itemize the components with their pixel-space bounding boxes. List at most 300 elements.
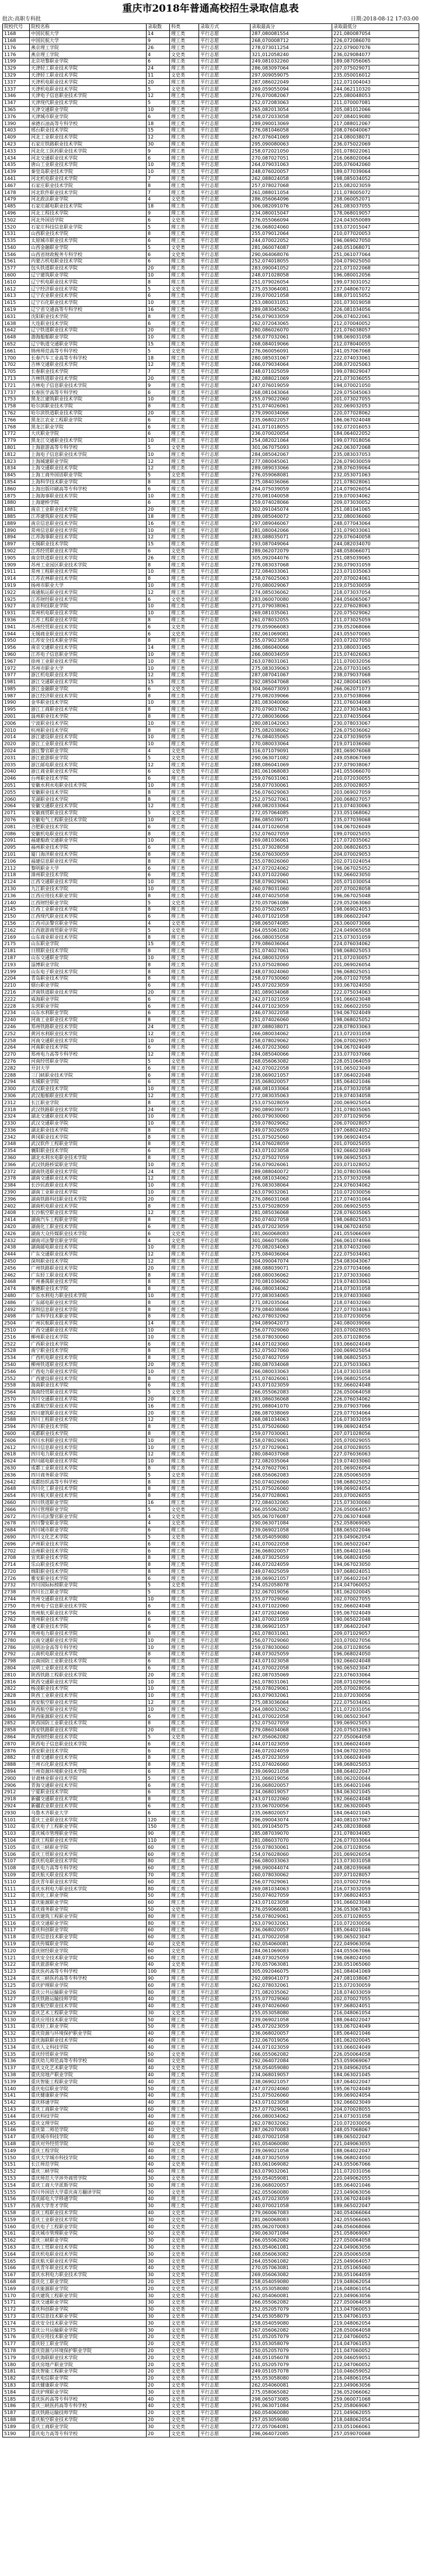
cell-max: 264,055061082 xyxy=(250,2258,332,2265)
cell-count: 40 xyxy=(147,2196,170,2203)
table-row xyxy=(3,217,419,224)
cell-count: 5 xyxy=(147,1058,170,1065)
cell-mode: 平行志愿 xyxy=(199,2285,250,2293)
cell-min: 243,055067066 xyxy=(332,2162,419,2169)
cell-mode: 平行志愿 xyxy=(199,2051,250,2058)
cell-code: 2432 xyxy=(3,1237,30,1244)
cell-count: 10 xyxy=(147,1327,170,1334)
cell-max: 240,070021058 xyxy=(250,2134,332,2141)
cell-mode: 平行志愿 xyxy=(199,513,250,520)
cell-count: 6 xyxy=(147,1230,170,1237)
cell-code: 1911 xyxy=(3,568,30,575)
cell-count: 6 xyxy=(147,155,170,162)
table-row xyxy=(3,1748,419,1755)
cell-category: 理工类 xyxy=(170,637,199,644)
cell-count: 10 xyxy=(147,106,170,113)
cell-category: 理工类 xyxy=(170,1934,199,1941)
cell-max: 247,072024062 xyxy=(250,865,332,872)
cell-mode: 平行志愿 xyxy=(199,520,250,527)
cell-mode: 平行志愿 xyxy=(199,927,250,934)
table-row xyxy=(3,1003,419,1010)
cell-count: 8 xyxy=(147,1479,170,1486)
cell-mode: 平行志愿 xyxy=(199,2189,250,2196)
cell-count: 6 xyxy=(147,1623,170,1630)
cell-min: 193,067024049 xyxy=(332,2196,419,2203)
cell-name: 武汉铁路桥梁职业学院 xyxy=(30,1161,147,1168)
cell-category: 文史类 xyxy=(170,2416,199,2423)
cell-mode: 平行志愿 xyxy=(199,37,250,44)
cell-code: 2294 xyxy=(3,1078,30,1085)
table-row xyxy=(3,1313,419,1320)
cell-name: 合肥职业技术学院 xyxy=(30,824,147,831)
table-row xyxy=(3,320,419,327)
cell-category: 理工类 xyxy=(170,265,199,272)
cell-mode: 平行志愿 xyxy=(199,624,250,631)
cell-mode: 平行志愿 xyxy=(199,1416,250,1423)
cell-max: 253,075028059 xyxy=(250,1099,332,1107)
cell-code: 1801 xyxy=(3,444,30,451)
cell-name: 苏州市职业大学 xyxy=(30,665,147,672)
cell-mode: 平行志愿 xyxy=(199,2299,250,2306)
cell-category: 理工类 xyxy=(170,762,199,769)
table-row xyxy=(3,486,419,493)
cell-category: 文史类 xyxy=(170,1513,199,1520)
cell-max: 279,060067083 xyxy=(250,2210,332,2217)
table-row xyxy=(3,817,419,824)
cell-max: 281,060068083 xyxy=(250,2217,332,2224)
cell-mode: 平行志愿 xyxy=(199,127,250,134)
cell-min: 243,055070065 xyxy=(332,631,419,638)
cell-category: 理工类 xyxy=(170,1982,199,1989)
cell-code: 2582 xyxy=(3,1410,30,1417)
cell-count: 9 xyxy=(147,382,170,389)
cell-category: 理工类 xyxy=(170,907,199,914)
cell-mode: 平行志愿 xyxy=(199,1975,250,1982)
cell-code: 2076 xyxy=(3,817,30,824)
cell-max: 252,075027061 xyxy=(250,796,332,803)
cell-code: 2840 xyxy=(3,1706,30,1713)
table-row xyxy=(3,1665,419,1672)
cell-name: 天津电子信息职业技术学院 xyxy=(30,92,147,99)
cell-max: 259,078029062 xyxy=(250,1120,332,1127)
cell-category: 文史类 xyxy=(170,2430,199,2437)
table-row xyxy=(3,762,419,769)
cell-count: 15 xyxy=(147,941,170,948)
cell-max: 270,057063081 xyxy=(250,2264,332,2271)
table-row xyxy=(3,2389,419,2396)
cell-mode: 平行志愿 xyxy=(199,1941,250,1948)
cell-max: 248,071025059 xyxy=(250,368,332,375)
cell-mode: 平行志愿 xyxy=(199,424,250,431)
cell-min: 262,063072068 xyxy=(332,444,419,451)
cell-count: 30 xyxy=(147,2010,170,2017)
cell-max: 264,079031063 xyxy=(250,161,332,168)
cell-mode: 平行志愿 xyxy=(199,1851,250,1858)
cell-min: 212,078040055 xyxy=(332,341,419,348)
cell-count: 5 xyxy=(147,99,170,106)
cell-category: 理工类 xyxy=(170,1272,199,1279)
cell-mode: 平行志愿 xyxy=(199,1389,250,1396)
cell-mode: 平行志愿 xyxy=(199,2375,250,2382)
table-row xyxy=(3,975,419,982)
cell-code: 2588 xyxy=(3,1416,30,1423)
cell-category: 文史类 xyxy=(170,2264,199,2271)
cell-count: 10 xyxy=(147,720,170,727)
table-row xyxy=(3,86,419,93)
cell-count: 10 xyxy=(147,1085,170,1092)
cell-count: 10 xyxy=(147,334,170,341)
cell-category: 理工类 xyxy=(170,2182,199,2189)
cell-min: 244,055067066 xyxy=(332,1948,419,1955)
cell-min: 236,052066062 xyxy=(332,2389,419,2396)
cell-max: 270,081040058 xyxy=(250,493,332,500)
cell-category: 理工类 xyxy=(170,182,199,189)
cell-min: 219,074034058 xyxy=(332,1092,419,1099)
cell-count: 70 xyxy=(147,1872,170,1879)
cell-min: 201,069026054 xyxy=(332,962,419,969)
cell-count: 6 xyxy=(147,1610,170,1617)
cell-min: 187,064022047 xyxy=(332,1623,419,1630)
cell-min: 208,071029056 xyxy=(332,1679,419,1686)
table-row xyxy=(3,693,419,700)
cell-name: 九江职业技术学院 xyxy=(30,886,147,893)
cell-max: 295,090080063 xyxy=(250,141,332,148)
table-row xyxy=(3,1258,419,1265)
cell-category: 文史类 xyxy=(170,810,199,817)
cell-mode: 平行志愿 xyxy=(199,1348,250,1355)
cell-max: 251,075026060 xyxy=(250,1423,332,1430)
cell-count: 6 xyxy=(147,1665,170,1672)
cell-category: 理工类 xyxy=(170,437,199,444)
table-row xyxy=(3,148,419,155)
col-header-name: 院校名称 xyxy=(30,24,147,31)
table-row xyxy=(3,2313,419,2320)
cell-code: 5101 xyxy=(3,1817,30,1824)
cell-code: 2816 xyxy=(3,1679,30,1686)
cell-category: 理工类 xyxy=(170,1830,199,1837)
cell-name: 湖南邮电职业技术学院 xyxy=(30,1244,147,1251)
table-row xyxy=(3,2217,419,2224)
cell-name: 陕西交通职业技术学院 xyxy=(30,1679,147,1686)
cell-count: 6 xyxy=(147,1603,170,1610)
cell-count: 50 xyxy=(147,2231,170,2238)
cell-code: 2414 xyxy=(3,1216,30,1223)
cell-min: 226,077031065 xyxy=(332,665,419,672)
cell-min: 242,055066065 xyxy=(332,2217,419,2224)
cell-count: 120 xyxy=(147,1817,170,1824)
cell-code: 2750 xyxy=(3,1603,30,1610)
table-row xyxy=(3,1706,419,1713)
cell-mode: 平行志愿 xyxy=(199,796,250,803)
table-row xyxy=(3,44,419,51)
cell-count: 6 xyxy=(147,844,170,851)
cell-min: 219,048062054 xyxy=(332,2278,419,2285)
cell-name: 黎明职业大学 xyxy=(30,865,147,872)
table-row xyxy=(3,1548,419,1555)
table-row xyxy=(3,134,419,141)
cell-mode: 平行志愿 xyxy=(199,1292,250,1299)
cell-min: 238,060052071 xyxy=(332,196,419,203)
cell-min: 181,062020045 xyxy=(332,1589,419,1596)
table-row xyxy=(3,1844,419,1851)
cell-name: 河北工业职业技术学院 xyxy=(30,134,147,141)
cell-category: 理工类 xyxy=(170,975,199,982)
cell-min: 214,079026054 xyxy=(332,486,419,493)
cell-name: 河北机电职业技术学院 xyxy=(30,175,147,182)
table-row xyxy=(3,1782,419,1789)
cell-count: 12 xyxy=(147,362,170,369)
cell-max: 268,081043064 xyxy=(250,389,332,396)
table-row xyxy=(3,1720,419,1727)
cell-category: 理工类 xyxy=(170,451,199,458)
cell-count: 20 xyxy=(147,2430,170,2437)
cell-category: 理工类 xyxy=(170,1686,199,1693)
cell-min: 191,065023049 xyxy=(332,1065,419,1072)
cell-code: 5134 xyxy=(3,2044,30,2051)
cell-count: 10 xyxy=(147,1120,170,1127)
table-row xyxy=(3,741,419,748)
cell-min: 194,067024050 xyxy=(332,1223,419,1230)
cell-category: 文史类 xyxy=(170,2340,199,2347)
cell-count: 12 xyxy=(147,465,170,472)
cell-min: 223,071035063 xyxy=(332,568,419,575)
cell-name: 浙江旅游职业学院 xyxy=(30,755,147,762)
cell-count: 30 xyxy=(147,2189,170,2196)
cell-category: 理工类 xyxy=(170,1775,199,1782)
cell-mode: 平行志愿 xyxy=(199,224,250,231)
cell-count: 6 xyxy=(147,1810,170,1817)
cell-category: 文史类 xyxy=(170,251,199,258)
cell-category: 理工类 xyxy=(170,1872,199,1879)
cell-count: 6 xyxy=(147,865,170,872)
cell-min: 251,058069067 xyxy=(332,2231,419,2238)
cell-code: 2456 xyxy=(3,1265,30,1272)
cell-count: 8 xyxy=(147,1154,170,1161)
export-time: 日期:2018-08-12 17:03:00 xyxy=(350,16,419,22)
cell-mode: 平行志愿 xyxy=(199,2251,250,2258)
cell-code: 2882 xyxy=(3,1755,30,1762)
cell-category: 理工类 xyxy=(170,113,199,120)
cell-count: 8 xyxy=(147,1485,170,1492)
table-row xyxy=(3,389,419,396)
cell-name: 辽宁铁道职业技术学院 xyxy=(30,327,147,334)
cell-min: 240,081037067 xyxy=(332,1817,419,1824)
cell-mode: 平行志愿 xyxy=(199,644,250,651)
cell-mode: 平行志愿 xyxy=(199,451,250,458)
cell-max: 286,083097064 xyxy=(250,65,332,72)
cell-count: 6 xyxy=(147,113,170,120)
cell-count: 30 xyxy=(147,2202,170,2210)
cell-code: 1721 xyxy=(3,382,30,389)
cell-code: 1902 xyxy=(3,548,30,555)
cell-min: 231,078035065 xyxy=(332,1107,419,1114)
cell-mode: 平行志愿 xyxy=(199,948,250,955)
cell-count: 80 xyxy=(147,1913,170,1920)
cell-name: 重庆工程职业技术学院 xyxy=(30,2210,147,2217)
cell-name: 台州职业技术学院 xyxy=(30,775,147,782)
cell-code: 5189 xyxy=(3,2423,30,2430)
cell-name: 重庆护理职业学院 xyxy=(30,2389,147,2396)
cell-code: 1176 xyxy=(3,51,30,58)
cell-name: 广州铁路职业技术学院 xyxy=(30,1265,147,1272)
cell-min: 212,047060052 xyxy=(332,2361,419,2368)
cell-max: 278,083037068 xyxy=(250,562,332,569)
cell-min: 184,063021045 xyxy=(332,1789,419,1796)
cell-count: 8 xyxy=(147,831,170,838)
cell-count: 40 xyxy=(147,2065,170,2072)
cell-max: 241,070021059 xyxy=(250,1617,332,1624)
cell-count: 16 xyxy=(147,306,170,313)
cell-mode: 平行志愿 xyxy=(199,65,250,72)
cell-mode: 平行志愿 xyxy=(199,1382,250,1389)
cell-count: 20 xyxy=(147,2361,170,2368)
cell-max: 254,076027061 xyxy=(250,1465,332,1472)
table-row xyxy=(3,2293,419,2300)
table-row xyxy=(3,1451,419,1458)
cell-count: 10 xyxy=(147,1679,170,1686)
cell-name: 重庆建筑工程职业学院 xyxy=(30,1913,147,1920)
cell-min: 220,075032063 xyxy=(332,1727,419,1734)
table-row xyxy=(3,1285,419,1292)
cell-category: 理工类 xyxy=(170,513,199,520)
cell-code: 1478 xyxy=(3,189,30,196)
cell-min: 215,073030060 xyxy=(332,1499,419,1506)
table-row xyxy=(3,1775,419,1782)
cell-code: 2246 xyxy=(3,1024,30,1031)
cell-min: 224,049063056 xyxy=(332,2244,419,2251)
cell-category: 理工类 xyxy=(170,1927,199,1934)
cell-min: 205,071028055 xyxy=(332,1913,419,1920)
cell-mode: 平行志愿 xyxy=(199,1258,250,1265)
table-row xyxy=(3,272,419,279)
cell-mode: 平行志愿 xyxy=(199,610,250,617)
cell-min: 211,072030057 xyxy=(332,955,419,962)
cell-count: 10 xyxy=(147,1437,170,1444)
cell-category: 文史类 xyxy=(170,86,199,93)
cell-name: 贵州航天职业技术学院 xyxy=(30,1610,147,1617)
cell-category: 理工类 xyxy=(170,341,199,348)
cell-count: 10 xyxy=(147,1444,170,1451)
cell-count: 6 xyxy=(147,486,170,493)
cell-name: 广西职业技术学院 xyxy=(30,1341,147,1348)
cell-min: 188,065022046 xyxy=(332,1527,419,1534)
cell-name: 无锡职业技术学院 xyxy=(30,541,147,548)
cell-max: 254,076028060 xyxy=(250,1851,332,1858)
cell-min: 213,073031058 xyxy=(332,1858,419,1865)
cell-category: 文史类 xyxy=(170,2396,199,2403)
table-row xyxy=(3,1596,419,1603)
cell-name: 陕西工业职业技术学院 xyxy=(30,1692,147,1699)
cell-min: 204,079025050 xyxy=(332,258,419,265)
cell-code: 2528 xyxy=(3,1348,30,1355)
cell-max: 258,072021050 xyxy=(250,148,332,155)
cell-max: 249,074025059 xyxy=(250,1568,332,1575)
cell-category: 理工类 xyxy=(170,1099,199,1107)
cell-mode: 平行志愿 xyxy=(199,2306,250,2313)
cell-max: 245,072023059 xyxy=(250,1755,332,1762)
cell-mode: 平行志愿 xyxy=(199,1244,250,1251)
cell-name: 天津轻工职业技术学院 xyxy=(30,72,147,79)
cell-code: 1467 xyxy=(3,182,30,189)
cell-max: 253,075028059 xyxy=(250,1203,332,1210)
cell-code: 2175 xyxy=(3,941,30,948)
cell-count: 6 xyxy=(147,1782,170,1789)
table-row xyxy=(3,1292,419,1299)
table-row xyxy=(3,1265,419,1272)
cell-max: 276,055066094 xyxy=(250,217,332,224)
cell-min: 227,050064058 xyxy=(332,2299,419,2306)
cell-mode: 平行志愿 xyxy=(199,2024,250,2031)
cell-mode: 平行志愿 xyxy=(199,1092,250,1099)
cell-count: 6 xyxy=(147,1575,170,1582)
cell-max: 279,086034068 xyxy=(250,1727,332,1734)
cell-name: 淄博职业学院 xyxy=(30,962,147,969)
cell-min: 221,076038057 xyxy=(332,327,419,334)
cell-code: 2612 xyxy=(3,1444,30,1451)
cell-mode: 平行志愿 xyxy=(199,472,250,479)
cell-category: 文史类 xyxy=(170,2244,199,2251)
cell-code: 5185 xyxy=(3,2396,30,2403)
cell-code: 1435 xyxy=(3,161,30,168)
table-row xyxy=(3,686,419,693)
cell-max: 266,080033063 xyxy=(250,1858,332,1865)
cell-max: 258,078029061 xyxy=(250,1686,332,1693)
cell-code: 5173 xyxy=(3,2313,30,2320)
cell-code: 1409 xyxy=(3,134,30,141)
cell-mode: 平行志愿 xyxy=(199,355,250,362)
cell-name: 四川警安职业学院 xyxy=(30,1520,147,1527)
cell-max: 264,080032062 xyxy=(250,1706,332,1713)
cell-code: 5138 xyxy=(3,2072,30,2079)
cell-max: 260,054060080 xyxy=(250,2409,332,2416)
cell-min: 202,070027055 xyxy=(332,1596,419,1603)
cell-name: 重庆海联职业技术学院 xyxy=(30,2037,147,2044)
cell-mode: 平行志愿 xyxy=(199,1506,250,1513)
cell-category: 文史类 xyxy=(170,196,199,203)
cell-min: 205,081012066 xyxy=(332,106,419,113)
cell-code: 2216 xyxy=(3,989,30,996)
cell-code: 2768 xyxy=(3,1623,30,1630)
cell-category: 文史类 xyxy=(170,2313,199,2320)
cell-min: 202,069032053 xyxy=(332,403,419,410)
cell-min: 199,077018056 xyxy=(332,437,419,444)
cell-min: 198,069024053 xyxy=(332,907,419,914)
cell-code: 1631 xyxy=(3,313,30,320)
table-row xyxy=(3,2237,419,2244)
cell-name: 重庆工贸职业技术学院 xyxy=(30,2244,147,2251)
cell-code: 2870 xyxy=(3,1741,30,1748)
cell-name: 雅安职业技术学院 xyxy=(30,1575,147,1582)
cell-max: 258,054059080 xyxy=(250,2278,332,2285)
table-row xyxy=(3,99,419,106)
cell-count: 80 xyxy=(147,1989,170,1996)
cell-mode: 平行志愿 xyxy=(199,907,250,914)
cell-count: 30 xyxy=(147,2141,170,2148)
cell-code: 5122 xyxy=(3,1961,30,1968)
cell-code: 1944 xyxy=(3,631,30,638)
table-row xyxy=(3,734,419,741)
table-row xyxy=(3,665,419,672)
cell-name: 重庆城市科技学院 xyxy=(30,2134,147,2141)
cell-max: 258,076025063 xyxy=(250,575,332,582)
cell-max: 246,072024059 xyxy=(250,1748,332,1755)
cell-min: 226,081034056 xyxy=(332,306,419,313)
cell-count: 26 xyxy=(147,555,170,562)
cell-name: 宁夏职业技术学院 xyxy=(30,1789,147,1796)
cell-min: 221,049063055 xyxy=(332,2141,419,2148)
cell-code: 1337 xyxy=(3,79,30,86)
cell-mode: 平行志愿 xyxy=(199,955,250,962)
